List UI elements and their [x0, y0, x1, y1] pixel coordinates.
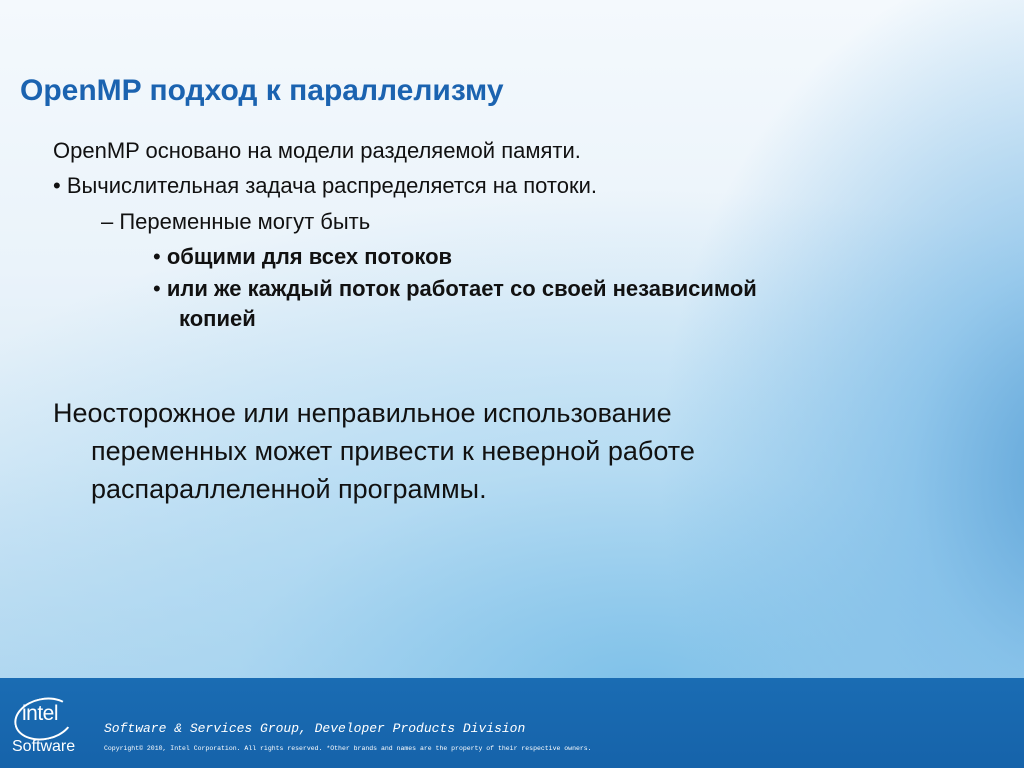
- slide-body: [53, 134, 953, 334]
- sub-bullet-private-continuation: копией: [179, 306, 256, 331]
- sub-point-text: – Переменные могут быть: [101, 209, 371, 234]
- intel-software-logo: [12, 696, 82, 760]
- logo-software-text: Software: [12, 738, 76, 755]
- footer-division: Software & Services Group, Developer Products Division: [104, 721, 526, 736]
- bullet-marker: •: [153, 276, 161, 301]
- footer-bar: [0, 678, 1024, 768]
- footer-copyright: Copyright© 2010, Intel Corporation. All rights reserved. *Other brands and names are the property of their respective owners.: [104, 745, 592, 752]
- sub-bullet-private: [53, 274, 953, 334]
- sub-bullet-shared-text: общими для всех потоков: [166, 244, 453, 269]
- bullet-marker: •: [153, 244, 161, 269]
- warning-line-1: Неосторожное или неправильное использование: [53, 398, 672, 428]
- warning-line-2: переменных может привести к неверной работе: [91, 436, 695, 466]
- logo-intel-text: intel: [22, 702, 59, 725]
- warning-paragraph: [53, 394, 953, 508]
- warning-line-3: распараллеленной программы.: [91, 474, 487, 504]
- slide-title: OpenMP подход к параллелизму: [20, 74, 504, 107]
- sub-bullet-private-text: или же каждый поток работает со своей независимой: [166, 276, 757, 301]
- bullet-text: • Вычислительная задача распределяется на потоки.: [53, 173, 598, 198]
- sub-bullet-shared: [53, 240, 953, 274]
- intro-text: OpenMP основано на модели разделяемой памяти.: [53, 138, 581, 163]
